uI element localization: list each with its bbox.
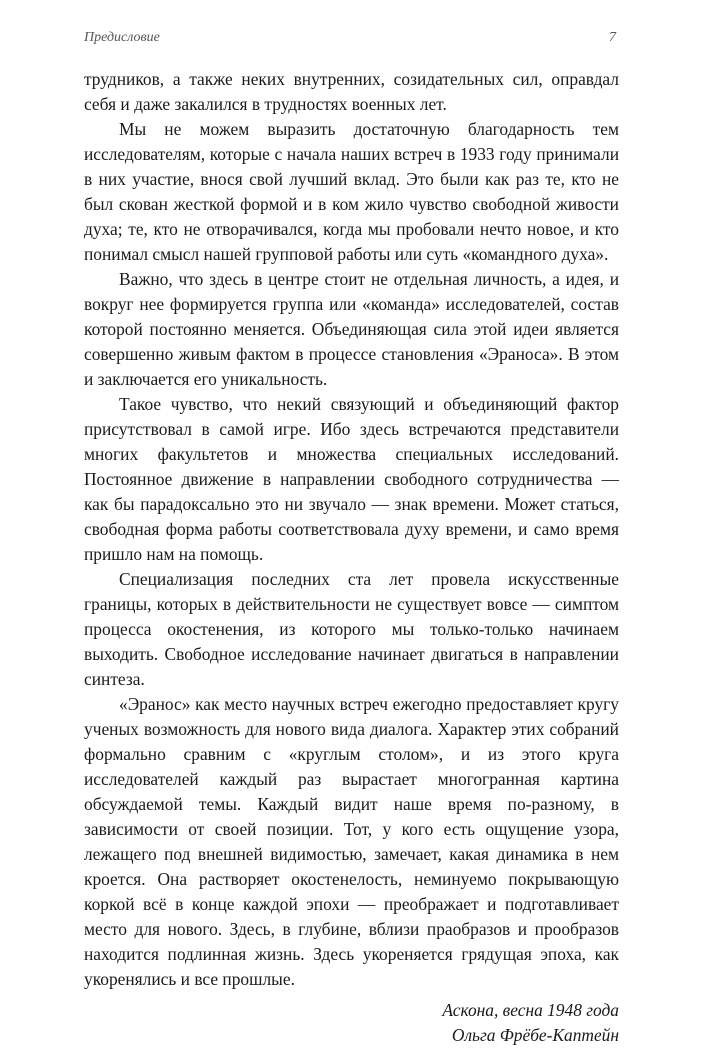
body-text bbox=[84, 67, 619, 1048]
signature-author: Ольга Фрёбе-Каптейн bbox=[451, 1025, 619, 1045]
running-header bbox=[84, 30, 618, 50]
page-number: 7 bbox=[609, 30, 616, 45]
signature-block bbox=[84, 998, 619, 1048]
signature-place-date: Аскона, весна 1948 года bbox=[442, 1000, 619, 1020]
section-title: Предисловие bbox=[84, 30, 160, 45]
paragraph: Важно, что здесь в центре стоит не отдельная личность, а идея, и вокруг нее формируется группа или «команда» исследователей, состав которой постоянно меняется. Объединяющая сила этой идеи является совершенно живым фактом в процессе становления «Эраноса». В этом и заключается его уникальность. bbox=[84, 269, 619, 389]
paragraph-continuation: трудников, а также неких внутренних, созидательных сил, оправдал себя и даже закалился в трудностях военных лет. bbox=[84, 69, 619, 114]
paragraph: «Эранос» как место научных встреч ежегодно предоставляет кругу ученых возможность для нового вида диалога. Характер этих собраний формально сравним с «круглым столом», и из этого круга исследователей каждый раз вырастает многогранная картина обсуждаемой темы. Каждый видит наше время по-разному, в зависимости от своей позиции. Тот, у кого есть ощущение узора, лежащего под внешней видимостью, замечает, какая динамика в нем кроется. Она растворяет окостенелость, неминуемо покрывающую коркой всё в конце каждой эпохи — преображает и подготавливает место для нового. Здесь, в глубине, вблизи праобразов и прообразов находится подлинная жизнь. Здесь укореняется грядущая эпоха, как укоренялись и все прошлые. bbox=[84, 694, 619, 989]
paragraph: Мы не можем выразить достаточную благодарность тем исследователям, которые с начала наших встреч в 1933 году принимали в них участие, внося свой лучший вклад. Это были как раз те, кто не был скован жесткой формой и в ком жило чувство свободной живости духа; те, кто не отворачивался, когда мы пробовали нечто новое, и кто понимал смысл нашей групповой работы или суть «командного духа». bbox=[84, 119, 619, 264]
paragraph: Специализация последних ста лет провела искусственные границы, которых в действительности не существует вовсе — симптом процесса окостенения, из которого мы только-только начинаем выходить. Свободное исследование начинает двигаться в направлении синтеза. bbox=[84, 569, 619, 689]
paragraph: Такое чувство, что некий связующий и объединяющий фактор присутствовал в самой игре. Ибо здесь встречаются представители многих факультетов и множества специальных исследований. Постоянное движение в направлении свободного сотрудничества — как бы парадоксально это ни звучало — знак времени. Может статься, свободная форма работы соответствовала духу времени, и само время пришло нам на помощь. bbox=[84, 394, 619, 564]
